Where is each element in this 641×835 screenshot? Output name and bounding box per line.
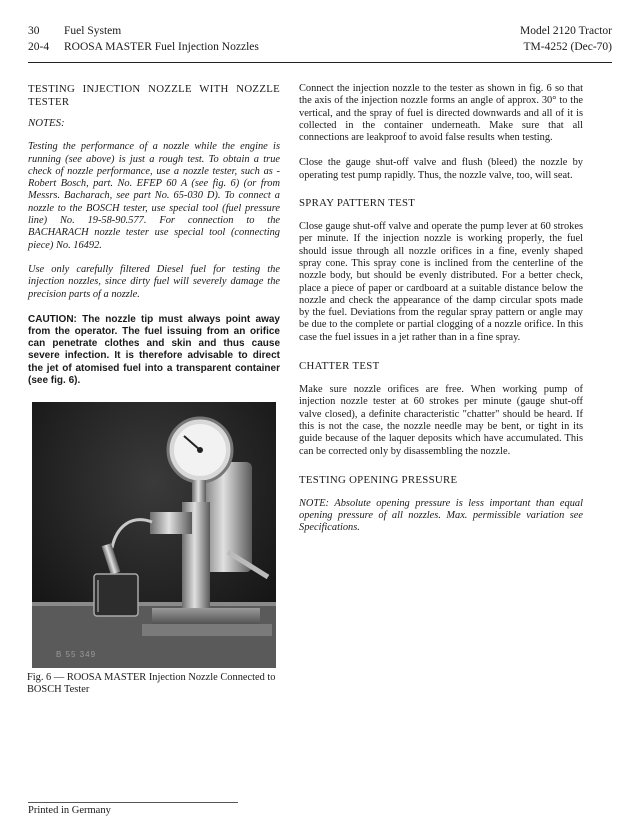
printed-note: Printed in Germany [28, 805, 111, 816]
left-column [28, 83, 280, 387]
nozzle-tester-photo [32, 402, 276, 668]
spray-pattern-heading: SPRAY PATTERN TEST [299, 197, 416, 210]
right-column [299, 83, 583, 535]
model-label: Model 2120 Tractor [520, 25, 612, 37]
opening-pressure-heading: TESTING OPENING PRESSURE [299, 473, 458, 486]
nozzle-tester-illustration [32, 402, 276, 668]
note-tester-text: Testing the performance of a nozzle while the engine is running (see above) is just a rough test. To obtain a true check of nozzle performance, use a nozzle tester, such as - Robert Bosch, part. No. EFEP 60 A (see fig. 6) (or from Messrs. Bacharach, see part No. 65-030 D). To connect a nozzle to the BOSCH tester, use special tool (fuel pressure line) No. 19-58-90.577. For connection to the BACHARACH nozzle tester use special tool (connecting piece) No. 16492. [28, 141, 280, 251]
note-fuel-text: Use only carefully filtered Diesel fuel for testing the injection nozzles, since dirty fuel will severely damage the precision parts of a nozzle. [28, 263, 280, 300]
subsection-title: ROOSA MASTER Fuel Injection Nozzles [64, 41, 259, 53]
opening-pressure-note: NOTE: Absolute opening pressure is less important than equal opening pressure of all nozzles. Max. permissible variation see Specifications. [299, 497, 583, 534]
caution-text: CAUTION: The nozzle tip must always point away from the operator. The fuel issuing from an orifice can penetrate clothes and skin and thus cause severe infection. It is therefore advisable to direct the jet of atomised fuel into a transparent container (see fig. 6). [28, 313, 280, 386]
flush-paragraph: Close the gauge shut-off valve and flush (bleed) the nozzle by operating test pump rapidly. Thus, the nozzle valve, too, will seat. [299, 157, 583, 181]
header-rule [28, 62, 612, 63]
spray-pattern-text: Close gauge shut-off valve and operate the pump lever at 60 strokes per minute. If the injection nozzle is working properly, the fuel should issue through all nozzle orifices in a fine, evenly shaped spray cone. This spray cone is inclined from the centerline of the nozzle body, but should be evenly distributed. For a better check, place a piece of paper or cardboard at a suitable distance below the nozzle and check the appearance of the damp circular spots made by the fuel. Deviations from the regular spray pattern or angle may be due to the complete or partial clogging of a nozzle orifice. In this case the fuel issues in a jet rather than in a fine spray. [299, 221, 583, 343]
chatter-test-text: Make sure nozzle orifices are free. When working pump of injection nozzle tester at 60 strokes per minute (gauge shut-off valve closed), a definite characteristic "chatter" should be heard. If this is not the case, the nozzle needle may be bent, or tight in its guide because of the laquer deposits which have accumulated. This can be corrected only by disassembling the nozzle. [299, 384, 583, 457]
footer-rule [28, 802, 238, 803]
connect-paragraph: Connect the injection nozzle to the tester as shown in fig. 6 so that the axis of the injection nozzle forms an angle of approx. 30° to the vertical, and the spray of fuel is directed downwards and all of it is collected in the container underneath. Make sure that all connections are leakproof to avoid false results when testing. [299, 83, 583, 144]
section-title: Fuel System [64, 25, 122, 37]
figure-stamp: B 55 349 [56, 650, 97, 659]
figure-caption: Fig. 6 — ROOSA MASTER Injection Nozzle Connected to BOSCH Tester [27, 672, 276, 696]
nozzle-tester-heading: TESTING INJECTION NOZZLE WITH NOZZLE TESTER [28, 83, 280, 108]
page-number: 30 [28, 25, 40, 37]
notes-label: NOTES: [28, 117, 65, 129]
chatter-test-heading: CHATTER TEST [299, 360, 380, 373]
manual-code: TM-4252 (Dec-70) [523, 41, 612, 53]
subsection-number: 20-4 [28, 41, 50, 53]
